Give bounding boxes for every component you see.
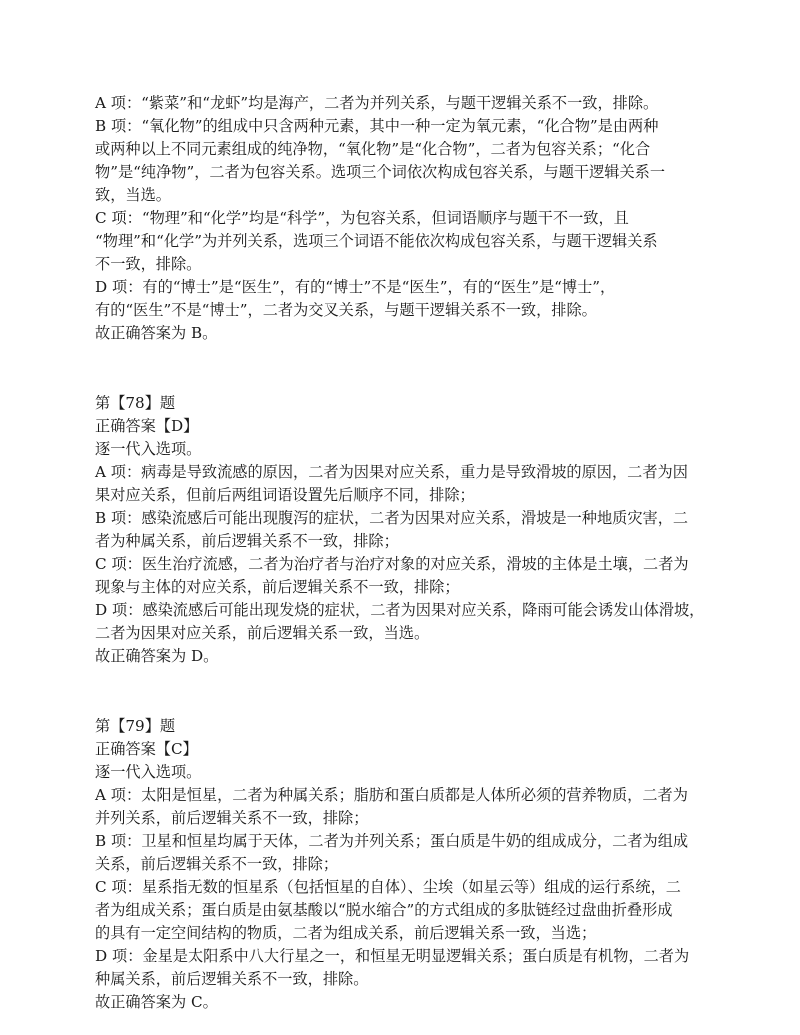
question-79-block (95, 715, 715, 1014)
text-line: 二者为因果对应关系，前后逻辑关系一致，当选。 (95, 624, 430, 642)
text-line: D 项：金星是太阳系中八大行星之一，和恒星无明显逻辑关系；蛋白质是有机物，二者为 (95, 947, 690, 965)
text-line: 种属关系，前后逻辑关系不一致，排除。 (95, 970, 369, 988)
section-gap (95, 345, 715, 392)
text-line: 逐一代入选项。 (95, 763, 202, 781)
text-line: A 项：太阳是恒星，二者为种属关系；脂肪和蛋白质都是人体所必须的营养物质，二者为 (95, 786, 688, 804)
question-number: 第【78】题 (95, 394, 176, 412)
answer-line: 故正确答案为 C。 (95, 993, 218, 1011)
explanation-block-77-options (95, 92, 715, 345)
correct-answer: 正确答案【C】 (95, 740, 198, 758)
text-line: A 项：病毒是导致流感的原因，二者为因果对应关系，重力是导致滑坡的原因，二者为因 (95, 463, 688, 481)
question-78-block (95, 392, 715, 668)
text-line: 者为组成关系；蛋白质是由氨基酸以“脱水缩合”的方式组成的多肽链经过盘曲折叠形成 (95, 901, 673, 919)
text-line: D 项：有的“博士”是“医生”，有的“博士”不是“医生”，有的“医生”是“博士”， (95, 278, 616, 296)
text-line: 者为种属关系，前后逻辑关系不一致，排除； (95, 532, 399, 550)
text-line: 逐一代入选项。 (95, 440, 202, 458)
text-line: C 项：医生治疗流感，二者为治疗者与治疗对象的对应关系，滑坡的主体是土壤，二者为 (95, 555, 689, 573)
text-line: 不一致，排除。 (95, 255, 202, 273)
text-line: 致，当选。 (95, 186, 171, 204)
text-line: 果对应关系，但前后两组词语设置先后顺序不同，排除； (95, 486, 475, 504)
question-number: 第【79】题 (95, 717, 176, 735)
text-line: C 项：星系指无数的恒星系（包括恒星的自体）、尘埃（如星云等）组成的运行系统，二 (95, 878, 681, 896)
text-line: B 项：感染流感后可能出现腹泻的症状，二者为因果对应关系，滑坡是一种地质灾害，二 (95, 509, 689, 527)
text-line: A 项：“紫菜”和“龙虾”均是海产，二者为并列关系，与题干逻辑关系不一致，排除。 (95, 94, 659, 112)
text-line: “物理”和“化学”为并列关系，选项三个词语不能依次构成包容关系，与题干逻辑关系 (95, 232, 658, 250)
text-line: 并列关系，前后逻辑关系不一致，排除； (95, 809, 369, 827)
text-line: 的具有一定空间结构的物质，二者为组成关系，前后逻辑关系一致，当选； (95, 924, 597, 942)
text-line: B 项：卫星和恒星均属于天体，二者为并列关系；蛋白质是牛奶的组成成分，二者为组成 (95, 832, 689, 850)
text-line: 现象与主体的对应关系，前后逻辑关系不一致，排除； (95, 578, 460, 596)
correct-answer: 正确答案【D】 (95, 417, 199, 435)
answer-line: 故正确答案为 D。 (95, 647, 219, 665)
answer-line: 故正确答案为 B。 (95, 324, 218, 342)
text-line: 有的“医生”不是“博士”，二者为交叉关系，与题干逻辑关系不一致，排除。 (95, 301, 597, 319)
document-page (95, 92, 715, 1014)
text-line: 或两种以上不同元素组成的纯净物，“氧化物”是“化合物”，二者为包容关系；“化合 (95, 140, 651, 158)
text-line: B 项：“氧化物”的组成中只含两种元素，其中一种一定为氧元素，“化合物”是由两种 (95, 117, 659, 135)
text-line: C 项：“物理”和“化学”均是“科学”，为包容关系，但词语顺序与题干不一致，且 (95, 209, 629, 227)
section-gap (95, 668, 715, 715)
text-line: 物”是“纯净物”，二者为包容关系。选项三个词依次构成包容关系，与题干逻辑关系一 (95, 163, 666, 181)
text-line: 关系，前后逻辑关系不一致，排除； (95, 855, 338, 873)
text-line: D 项：感染流感后可能出现发烧的症状，二者为因果对应关系，降雨可能会诱发山体滑坡， (95, 601, 705, 619)
